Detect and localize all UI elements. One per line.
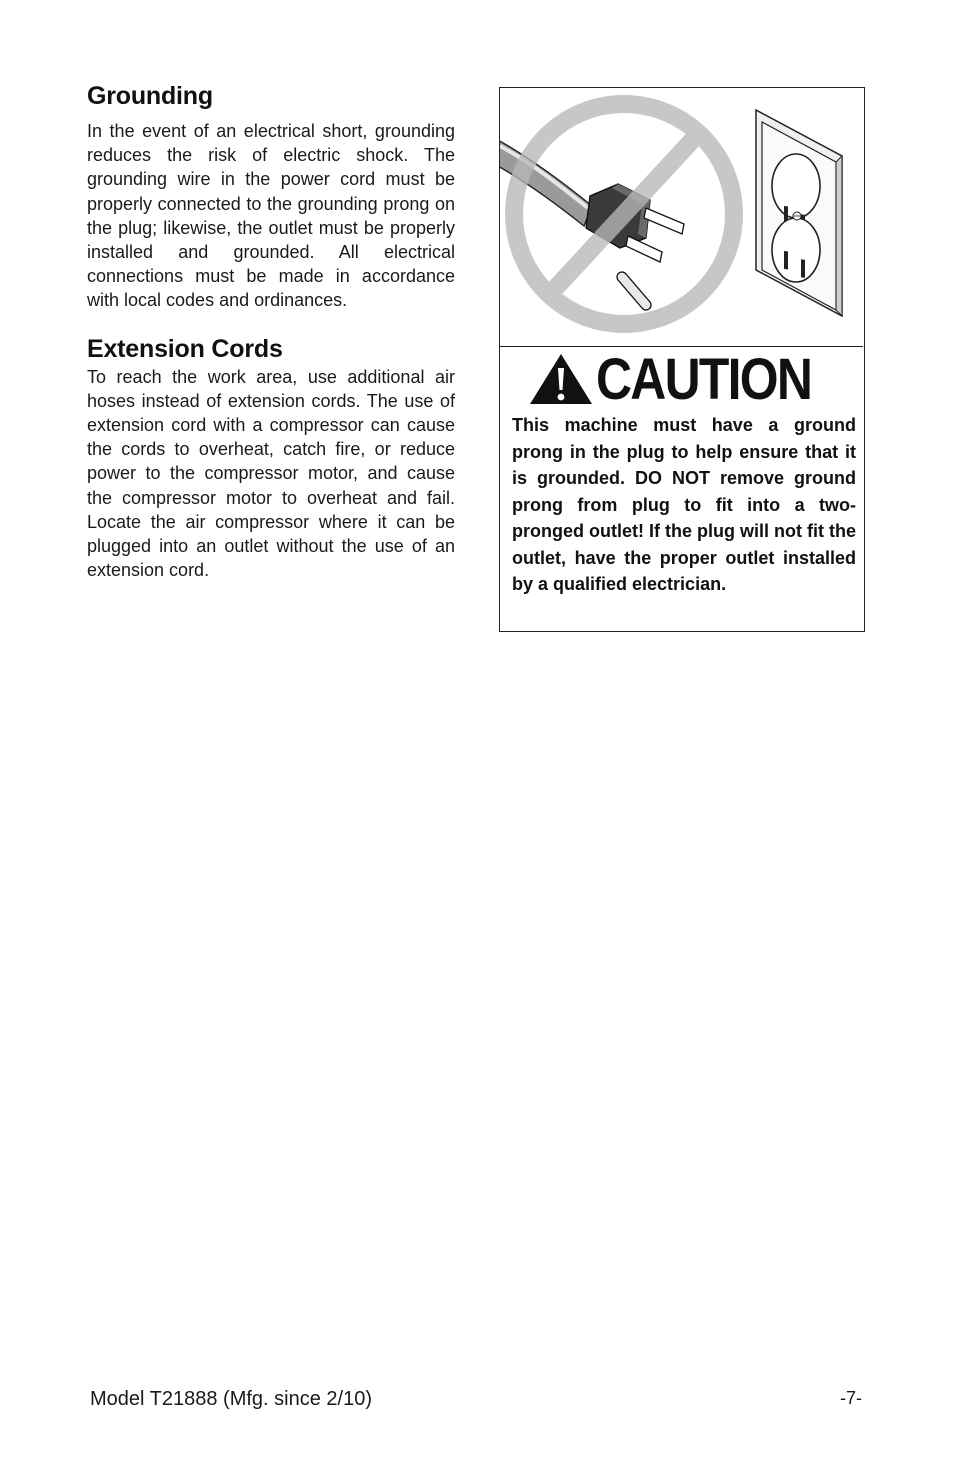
prohibition-circle-icon — [514, 104, 734, 324]
wall-outlet-icon — [756, 110, 842, 316]
plug-illustration — [500, 88, 863, 347]
extension-cords-paragraph: To reach the work area, use additional air hoses instead of extension cords. The use of extension cord with a compressor can cause the cords to overheat, catch fire, or reduce power to the compressor motor, and cause the compressor motor to overheat and fail. Locate the air compressor where it can be plugged into an outlet without the use of an extension cord. — [87, 366, 455, 581]
footer-model: Model T21888 (Mfg. since 2/10) — [90, 1388, 373, 1410]
left-column — [87, 82, 455, 582]
grounding-paragraph: In the event of an electrical short, grounding reduces the risk of electric shock. The grounding wire in the power cord must be properly connected to the grounding prong on the plug; likewise, the outlet must be properly installed and grounded. All electrical connections must be made in accordance with local codes and ordinances. — [87, 121, 455, 311]
caution-box — [499, 87, 865, 632]
extension-cords-heading: Extension Cords — [87, 334, 283, 363]
plug-outlet-drawing — [500, 88, 863, 346]
caution-message: This machine must have a ground prong in the plug to help ensure that it is grounded. DO NOT remove ground prong from plug to fit into a two-pronged outlet! If the plug will not fit the outlet, have the proper outlet installed by a qualified electrician. — [512, 415, 856, 594]
caution-header — [528, 347, 848, 412]
grounding-heading: Grounding — [87, 82, 213, 110]
caution-signal-word: CAUTION — [596, 347, 812, 412]
ground-pin-icon — [617, 272, 651, 310]
warning-triangle-icon — [528, 352, 594, 406]
page-number: -7- — [840, 1388, 862, 1408]
